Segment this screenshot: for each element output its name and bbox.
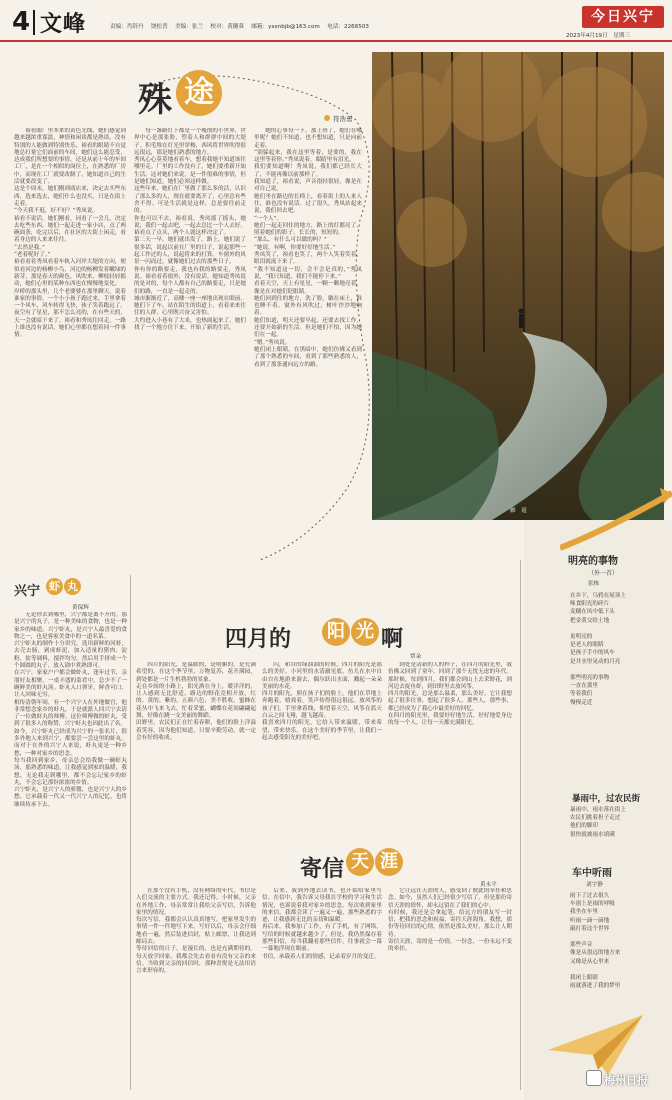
poem2-title: 暴雨中，过农民街 (572, 794, 641, 804)
article4-title-pre: 寄信 (300, 857, 345, 882)
article4-title-highlight-1: 天 (346, 848, 374, 876)
poem1-title: 明亮的事物 (568, 556, 618, 567)
poem3-title: 车中听雨 (572, 868, 612, 879)
watermark-text: 梅州日报 (604, 1074, 648, 1087)
article2-author: 黄保辉 (72, 605, 89, 611)
article1-author: 符浩勇 (333, 115, 353, 123)
article4-column-2: 后来，我到外地去读书，也开始给家里写信。在信中，我告诉父母我在学校的学习和生活情况，也诉说着我对家乡的思念。每次收到家里的来信，我都会读了一遍又一遍，那些熟悉的字迹，让我感到无比的亲切和温暖。 再后来，我参加了工作，有了手机，有了网络，写信的时候就越来越少了。但是，我仍然保存着那些旧信，每当我翻看那些信件，往事就会一幕一幕地浮现在眼前。 书信，承载着人们的情感，记录着岁月的变迁。 (262, 888, 382, 960)
curved-banner-decoration (560, 488, 672, 558)
watermark-logo-icon (586, 1070, 602, 1086)
article1-column-1: 裕看眼厂里本来的黄色光线，她们感觉到越来越浓重寡淡，神情和闲谈都是熟谈，没有特别的人能做到特别快乐，裕看的眼睛不自觉地总打量它们面前的车间，她们这么能忍受，达成我们所想要的事情。还是从前十年的车间工厂，是在一个相似的岗位上，在熟悉的厂房中，而现在工厂就要改制了，她知道自己的生活就要改变了。 这是个周末，她们刚到商店来，决定去买些东西，选来选去，她们什么也没买，只是在街上走着。 “今天我不逛，好不好？”秀凤说。 裕看不说话，她们刚看，同看了一会儿，决定去吃些东西。她们一起走进一家小店，点了两碗面条，吃完以后，在社区的大街上闲走，看着身边的人来来往往。 “去然是我。” “老着呢好了。” 裕看看着秀凤看着车轨入河岸大堤的方向，便似看河边的杨柳小鸟，河边的杨柳发着嫩绿的新芽，那是春天的颜色，风吹来，柳枝轻轻摇动，她们心里的某种东西也在慢慢地变化。 岸桥的那头里，几个老婆婆在那里聊天，说着谁家的事情。一个小小孩子跑过来，手里拿着一个风车，风车转得飞快，孩子笑着跑远了。 夜空有了星星，那不怎么亮的，在有些天的，天一会就暗下来了。裕看和秀凤往回走，一路上谁也没有说话，她们心里都在想着同一件事情。 (14, 128, 126, 339)
column-divider (130, 575, 131, 1090)
page-header (0, 0, 672, 46)
staff-line: 责编：肖辞丹 饶松普 美编：张兰 校对：黄穗葵 邮箱：ysxnbjb@163.com 电话：2266503 (110, 24, 369, 30)
article3-title-highlight-2: 光 (351, 618, 379, 646)
article4-column-1: 在那个没有手机、没有网络的年代，书信是人们交流的主要方式。我还记得，小时候，父亲在外地工作，母亲常常让我给父亲写信，告诉他家里的情况。 每次写信，我都会认认真真地写，把家里发生的事情一件一件地写下来。写好以后，母亲会仔细地看一遍，然后装进信封，贴上邮票，让我送到邮局去。 等待回信的日子，是漫长的，也是充满期待的。每天放学回家，我都会先去看看有没有父亲的来信。当收到父亲的回信时，那种喜悦是无法用语言来形容的。 (136, 888, 256, 975)
poem-column-divider (520, 560, 521, 1090)
article4-column-3: 它让远在天涯的人，感受到了彼此的牵挂和思念。如今，虽然人们已经很少写信了，但是那份寄信天涯的情怀，却永远留在了我们的心中。 有时候，我还是会拿起笔，给远方的朋友写一封信，把我的思念和祝福，寄往天涯海角。我想，那份等待回信的心情，依然是那么美好，那么让人期待。 寄信天涯，寄的是一份情，一份念，一份永远不变的牵挂。 (388, 888, 512, 953)
article3-column-3: 到处是清新的人的样子，在四月的阳光里，我仿佛又回到了童年，回到了那个无忧无虑的年代。那时候，每到四月，我们都会到山上去采野花，到河边去捉鱼虾，到田野里去放风筝。 四月的阳光，总是那么温柔，那么美好。它让我想起了很多往事，想起了很多人。那些人，那些事，都已经成为了我心中最美好的回忆。 在四月的阳光里，我要好好地生活，好好地爱身边的每一个人，让每一天都充满阳光。 (388, 662, 512, 727)
forest-road-photo (372, 52, 664, 520)
article3-title-highlight-1: 阳 (322, 618, 350, 646)
poem1-author: 张栋 (588, 581, 600, 587)
article1-column-3: 她的心事每一下，那上班了，她们在哪里呢？她们不知道，也不想知道，只是向前走着。 “别躲起来，我在这里等着，是要的，我在这里等着你。”秀凤说着，眼睛里有泪光。 我们要知道啊！秀凤说，我们都已经长大了，不能再像以前那样了。 我知道了，裕看说，声音很轻很轻，像是在对自己说。 她们坐在路边的长椅上，看着街上的人来人往，谁也没有说话。过了很久，秀凤站起来说，我们回去吧。 “一个人”。 她们一起走回住的地方，路上的灯都亮了，照着她们的影子，长长的，短短的。 “那么，有什么可以做的吗？” “她说，有啊，你要好好地生活。” 秀凤笑了，裕看也笑了，两个人笑着笑着，眼泪就流下来了。 “我不知道这一切，会不会是真的，”秀凤说，“我只知道，我们不能停下来。” 看着天空，天上有星星，一颗一颗地亮着，像是在对她们眨眼睛。 她们回到住的地方，洗了脸，躺在床上，谁也睡不着。窗外有风吹过，树叶沙沙地响着。 她们知道，明天还要早起，还要去找工作，还要开始新的生活。但是她们不怕，因为她们在一起。 “嗯。”秀凤说。 她们闭上眼睛，在黑暗中，她们仿佛又看到了那个熟悉的车间，看到了那些熟悉的人，看到了那条通向远方的路。 (254, 128, 362, 368)
author-dot-icon (324, 115, 330, 121)
poem3-author: 刘宇静 (586, 882, 603, 888)
poem2-body: 暴雨中，雨水落在街上 农民们挑着担子走过 他们的脚印 很快就被雨水填满 (570, 807, 626, 838)
article2-body: 无论你去到哪里，兴宁都是离不开的。那是兴宁的丸子，是一种美味的食物，也是一种家乡的味道。兴宁虾丸，是兴宁人最喜爱的食物之一，也是客家美食中的一道名菜。 兴宁虾丸的制作十分讲究，选用新鲜的河虾，去壳去肠，剁成虾泥，加入适量的猪肉、淀粉、盐等调料，搅拌均匀，然后用手挤成一个个圆圆的丸子，放入锅中煮熟即可。 在兴宁，家家户户都会做虾丸，逢年过节，亲朋好友相聚，一桌丰盛的菜肴中，总少不了一碗鲜美的虾丸汤。虾丸入口弹牙，鲜香可口，让人回味无穷。 相传清朝年间，有一个兴宁人在外地做官，他非常想念家乡的虾丸，于是就派人回兴宁去请了一位做虾丸的师傅。这位师傅做的虾丸，受到了很多人的称赞，兴宁虾丸也因此出了名。 如今，兴宁虾丸已经成为兴宁的一张名片，很多外地人来到兴宁，都要尝一尝这里的虾丸。而对于在外的兴宁人来说，虾丸更是一种乡愁，一种对家乡的思念。 每当我回到家乡，母亲总会给我做一碗虾丸汤，那熟悉的味道，让我感觉到家的温暖。我想，无论我走到哪里，都不会忘记家乡的虾丸，不会忘记那份浓浓的乡情。 兴宁虾丸，是兴宁人的骄傲，也是兴宁人的乡愁。它承载着一代又一代兴宁人的记忆，也将继续传承下去。 (14, 612, 127, 808)
article3-column-2: 闪，和谷的绿油油的时候，四月的阳光是那么的美好。小河里的水清澈见底，鱼儿在水中自由自在地游来游去，偶尔跃出水面，溅起一朵朵美丽的水花。 四月的阳光，照在孩子们的脸上，他们在草地上奔跑着，嬉戏着，笑声传得很远很远。放风筝的孩子们，手里拿着线，仰望着天空，风筝在蓝天白云之间飞翔，越飞越高。 我喜欢四月的阳光，它给人带来温暖，带来希望，带来快乐。在这个美好的季节里，让我们一起去感受阳光的美好吧。 (262, 662, 382, 741)
article1-title-highlight: 途 (176, 70, 222, 116)
poem3-body: 雨下了过去很久 车窗上是雨的呼吸 我坐在车里 听雨一滴一滴地 敲打着这个世界 那些声音 像是从很远的地方来 又像是从心里来 我闭上眼睛 雨就落进了我的梦里 (570, 893, 621, 990)
poem1-body: 在乡下，乌鸦在屋顶上 啄食阳光的碎片 麦穗在风中低下头 把金黄交给土地 更明亮的 是老人的眼睛 是孩子手中的风车 是井水里晃动的月亮 那些明亮的事物 一直在那里 等着我们 慢慢走近 (570, 593, 626, 706)
section-title: 文峰 (40, 12, 87, 37)
header-rule (0, 40, 672, 42)
page-number: 4 (12, 7, 31, 37)
article2-title-highlight-1: 虾 (46, 578, 63, 595)
newspaper-logo: 今日兴宁 (582, 6, 664, 28)
article3-title-pre: 四月的 (225, 627, 292, 652)
article1-column-2: 每一盏路灯下都是一个瘦削的小世界，世界中心是那张脸，塑着人和群群中间的大堤子。积毛堆在灯光里穿梭，西风将世界吹得很远很远，那是她们熟悉的地方。 秀凤心心莫莫地看着车，想着我她不知道该往哪里走。厂里的工作没有了，她们要重新开始生活。这对她们来说，是一件很难的事情，但是她们知道，她们必须这样做。 这些年来，她们在厂里做了那么多的活，认识了那么多的人，现在就要离开了，心里总有些舍不得。可是生活就是这样，总是要往前走的。 你也可以不去，裕看说。秀凤摇了摇头，她说，我们一起去吧，一起去总比一个人去好。裕看点了点头，两个人就这样决定了。 第二天一早，她们就出发了。路上，她们说了很多话，说起以前在厂里的日子，说起那些一起工作过的人，说起将来的打算。车窗外的风景一闪而过，就像她们过去的那些日子。 你有你的路要走，我也有我的路要走，秀凤说。裕看看着窗外，没有说话。她知道秀凤说的是对的，每个人都有自己的路要走，只是她们的路，一直是一起走的。 城市渐渐近了，高楼一座一座地出现在眼前。她们下了车，站在陌生的街道上，看着来来往往的人群，心里既兴奋又害怕。 大约进入小巷有了大米，也热闹起来了。她们找了一个地方住下来，开始了新的生活。 (134, 128, 246, 332)
article4-title-highlight-2: 涯 (375, 848, 403, 876)
article4-author: 黄永平 (480, 882, 497, 888)
article1-title-plain: 殊 (138, 80, 172, 120)
article3-title-post: 啊 (381, 627, 404, 652)
article3-author: 覃朵 (410, 654, 422, 660)
article2-title-plain: 兴宁 (14, 584, 41, 599)
header-divider (33, 10, 35, 35)
issue-date: 2023年4月19日 星期三 (566, 33, 631, 39)
article3-column-1: 四月的阳光，是温暖的，是明媚的，是充满希望的。在这个季节里，万物复苏，花开满园，到处都是一片生机勃勃的景象。 走在乡间的小路上，阳光洒在身上，暖洋洋的，让人感到无比舒适。路边的野花竞相开放，红的、黄的、紫的，五颜六色，美不胜收。蜜蜂在花丛中飞来飞去，忙着采蜜，蝴蝶在花间翩翩起舞，好像在跳一支美丽的舞蹈。 田野里，农民们正在忙着春耕，他们的脸上洋溢着笑容，因为他们知道，只要辛勤劳动，就一定会有好的收成。 (136, 662, 256, 741)
photo-caption: 雁 返 (510, 508, 527, 514)
article2-title-highlight-2: 丸 (64, 578, 81, 595)
poem1-subtitle: （外一首） (588, 570, 619, 577)
